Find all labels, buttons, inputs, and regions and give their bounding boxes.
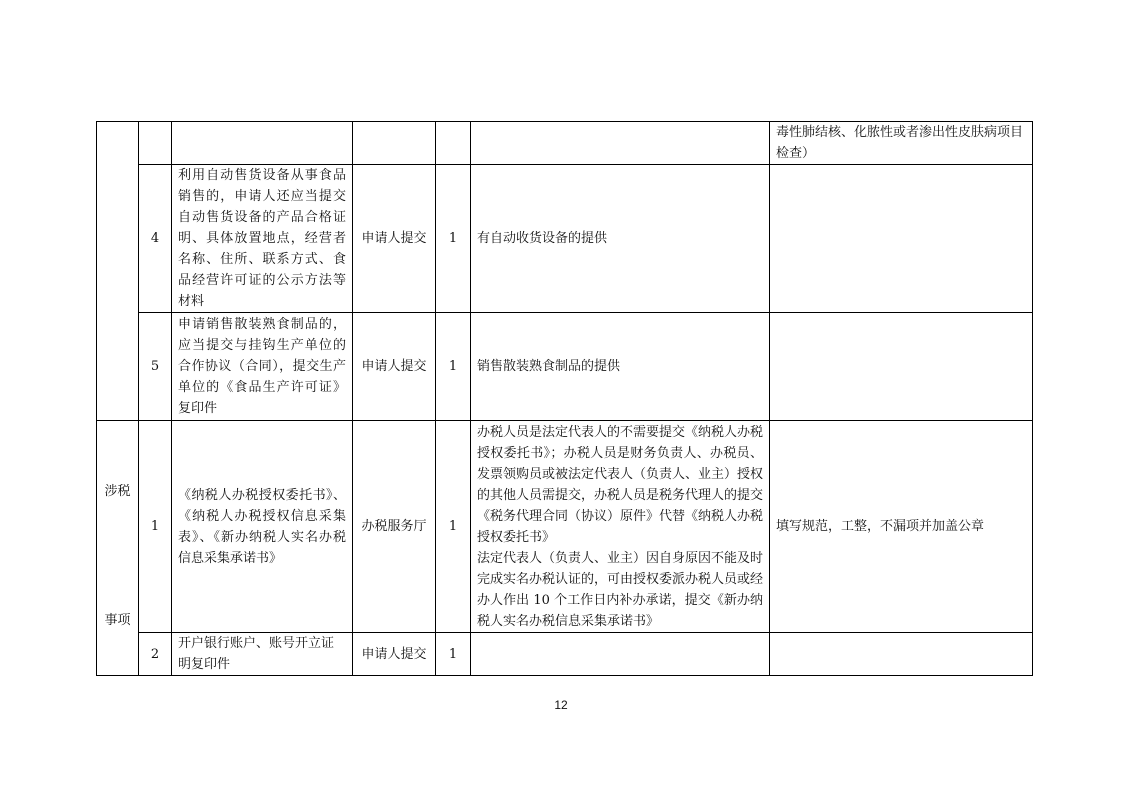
materials-table (96, 121, 1033, 676)
table-row (97, 421, 1033, 633)
requirement-cell (770, 313, 1033, 421)
row-number-cell: 4 (139, 165, 172, 313)
row-number-cell: 1 (139, 421, 172, 633)
count-cell (436, 122, 471, 165)
table-row (97, 633, 1033, 676)
page-number: 12 (554, 698, 568, 712)
source-cell (353, 122, 436, 165)
notes-cell (471, 633, 770, 676)
count-cell: 1 (436, 633, 471, 676)
row-number-cell (139, 122, 172, 165)
material-cell (172, 122, 353, 165)
category-cell-empty (97, 122, 139, 421)
material-cell: 利用自动售货设备从事食品销售的，申请人还应当提交自动售货设备的产品合格证明、具体放置地点，经营者名称、住所、联系方式、食品经营许可证的公示方法等材料 (172, 165, 353, 313)
notes-cell: 办税人员是法定代表人的不需要提交《纳税人办税授权委托书》；办税人员是财务负责人、办税员、发票领购员或被法定代表人（负责人、业主）授权的其他人员需提交，办税人员是税务代理人的提交《税务代理合同（协议）原件》代替《纳税人办税授权委托书》 法定代表人（负责人、业主）因自身原因不能及时完成实名办税认证的，可由授权委派办税人员或经办人作出 10 个工作日内补办承诺，提交《新办纳税人实名办税信息采集承诺书》 (471, 421, 770, 633)
requirement-cell (770, 633, 1033, 676)
material-cell: 申请销售散装熟食制品的，应当提交与挂钩生产单位的合作协议（合同），提交生产单位的《食品生产许可证》复印件 (172, 313, 353, 421)
notes-cell: 有自动收货设备的提供 (471, 165, 770, 313)
category-label-line2: 事项 (104, 613, 131, 628)
table-row (97, 165, 1033, 313)
source-cell: 办税服务厅 (353, 421, 436, 633)
category-cell (97, 421, 139, 676)
notes-cell (471, 122, 770, 165)
count-cell: 1 (436, 313, 471, 421)
table-row (97, 122, 1033, 165)
material-cell: 《纳税人办税授权委托书》、《纳税人办税授权信息采集表》、《新办纳税人实名办税信息采集承诺书》 (172, 421, 353, 633)
source-cell: 申请人提交 (353, 165, 436, 313)
source-cell: 申请人提交 (353, 313, 436, 421)
requirement-cell: 毒性肺结核、化脓性或者渗出性皮肤病项目检查） (770, 122, 1033, 165)
requirement-cell (770, 165, 1033, 313)
category-label-line1: 涉税 (104, 484, 131, 499)
table-row (97, 313, 1033, 421)
notes-cell: 销售散装熟食制品的提供 (471, 313, 770, 421)
row-number-cell: 5 (139, 313, 172, 421)
count-cell: 1 (436, 165, 471, 313)
source-cell: 申请人提交 (353, 633, 436, 676)
material-cell: 开户银行账户、账号开立证明复印件 (172, 633, 353, 676)
row-number-cell: 2 (139, 633, 172, 676)
count-cell: 1 (436, 421, 471, 633)
requirement-cell: 填写规范，工整，不漏项并加盖公章 (770, 421, 1033, 633)
